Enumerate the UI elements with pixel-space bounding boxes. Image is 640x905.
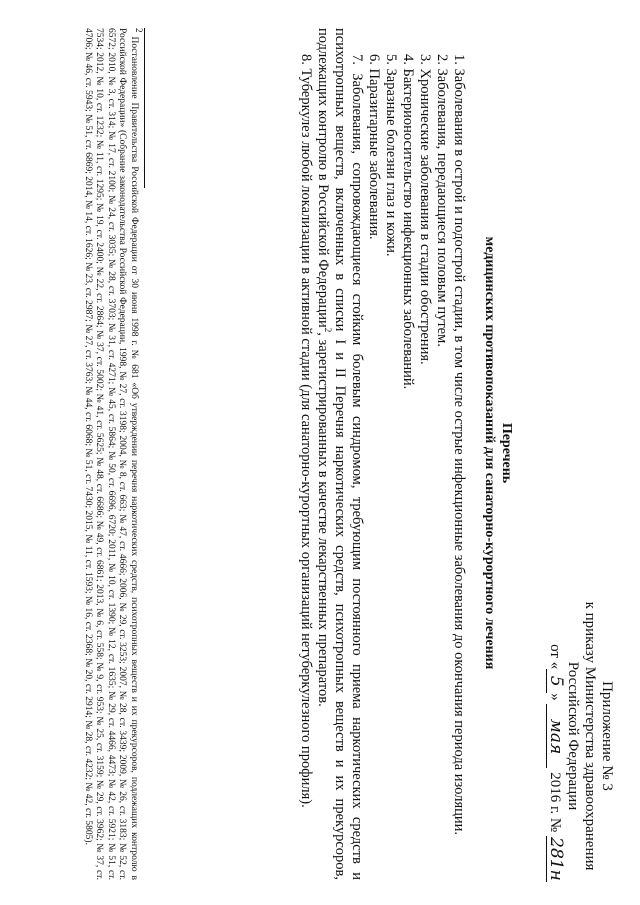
date-day-handwritten: 5	[546, 669, 564, 693]
date-month-handwritten: мая	[546, 704, 564, 768]
footnote-divider	[144, 28, 145, 188]
contraindications-list	[297, 28, 467, 880]
list-item-7	[314, 28, 365, 880]
order-reference: к приказу Министерства здравоохранения	[582, 601, 598, 871]
footnote-marker: 2	[134, 28, 144, 33]
footnote	[81, 28, 144, 880]
order-number-handwritten: 281н	[546, 837, 566, 881]
list-item: 5. Заразные болезни глаз и кожи.	[383, 54, 399, 257]
item7-text-end: , зарегистрированных в качестве лекарственных препаратов.	[315, 332, 331, 707]
document-title	[481, 8, 515, 898]
footnote-text: Постановление Правительства Российской Федерации от 30 июня 1998 г. № 681 «Об утверждении перечня наркотических средств, психотропных веществ и их прекурсоров, подлежащих контролю в Российской Федерации» (Собрание законодательства Российской Федерации, 1998, № 27, ст. 3198; 2004, № 8, ст. 663; № 47, ст. 4666; 2006, № 29, ст. 3253; 2007, № 28, ст. 3439; 2009, № 26, ст. 3183; № 52, ст. 6572; 2010, № 3, ст. 314; № 17, ст. 2100; № 24, ст. 3035; № 28, ст. 3703; № 31, ст. 4271; № 45, ст. 5864; № 50, ст. 6696, 6720; 2011, № 10, ст. 1390; № 12, ст. 1635; № 29, ст. 4466, 4473; № 42, ст. 5921; № 51, ст. 7534; 2012, № 10, ст. 1232; № 11, ст. 1295; № 19, ст. 2400; № 22, ст. 2864; № 37, ст. 5002; № 41, ст. 5625; № 48, ст. 6686; № 49, ст. 6861; 2013, № 6, ст. 558; № 9, ст. 953; № 25, ст. 3159; № 29, ст. 3962; № 37, ст. 4706; № 46, ст. 5943; № 51, ст. 6869; 2014, № 14, ст. 1626; № 23, ст. 2987; № 27, ст. 3763; № 44, ст. 6068; № 51, ст. 7430; 2015, № 11, ст. 1593; № 16, ст. 2368; № 20, ст. 2914; № 28, ст. 4232; № 42, ст. 5805).	[82, 28, 139, 880]
order-date-line	[546, 586, 564, 886]
list-item: 3. Хронические заболевания в стадии обострения.	[417, 54, 433, 365]
date-quote-close: »	[547, 693, 563, 701]
title-line-1: Перечень	[499, 422, 514, 484]
date-prefix: от «	[547, 644, 563, 670]
ministry-country: Российской Федерации	[565, 661, 581, 811]
list-item: 2. Заболевания, передающиеся половым путем.	[434, 54, 450, 347]
title-line-2: медицинских противопоказаний для санаторно-курортного лечения	[482, 236, 497, 670]
list-item: 4. Бактерионосительство инфекционных заболеваний.	[400, 54, 416, 390]
list-item-8: 8. Туберкулез любой локализации в активной стадии (для санаторно-курортных организаций нетуберкулезного профиля).	[298, 54, 314, 808]
appendix-number: Приложение № 3	[599, 681, 615, 791]
date-year: 2016 г. №	[547, 772, 563, 833]
appendix-header	[546, 586, 615, 886]
item7-text: 7. Заболевания, сопровождающиеся стойким болевым синдромом, требующим постоянного приема наркотических средств и психотропных веществ, включенных в списки I и II Перечня наркотических средств, психотропных веществ и их прекурсоров, подлежащих контролю в Российской Федерации	[315, 28, 365, 881]
footnote-reference[interactable]: 2	[322, 327, 333, 333]
list-item: 6. Паразитарные заболевания.	[366, 54, 382, 240]
rotated-sheet	[15, 8, 625, 898]
list-item: 1. Заболевания в острой и подострой стадии, в том числе острые инфекционные заболевания до окончания периода изоляции.	[451, 54, 467, 836]
